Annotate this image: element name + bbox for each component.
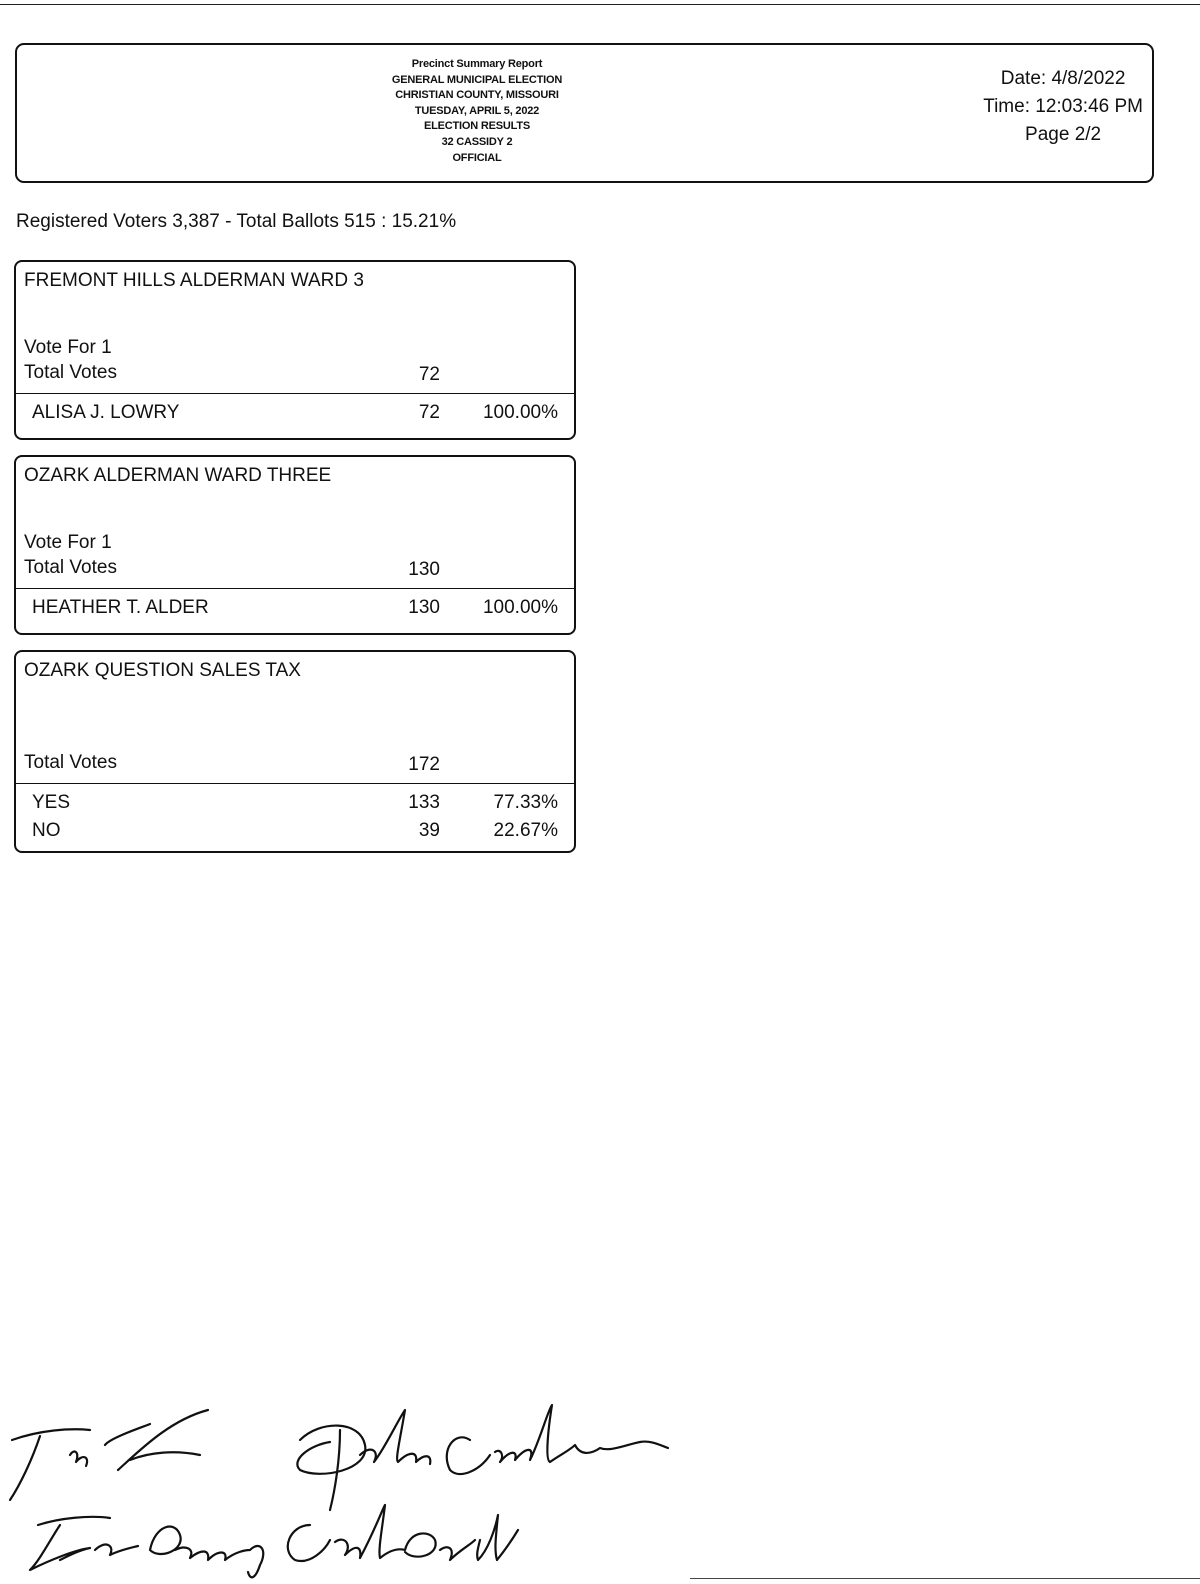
candidate-row bbox=[16, 597, 574, 625]
signature-stroke bbox=[360, 1410, 430, 1464]
report-header-center bbox=[347, 57, 607, 166]
official-status: OFFICIAL bbox=[452, 151, 502, 164]
county-name: CHRISTIAN COUNTY, MISSOURI bbox=[395, 89, 559, 102]
signature-stroke bbox=[95, 1545, 138, 1555]
race-divider bbox=[16, 783, 574, 784]
choice-percent: 22.67% bbox=[493, 820, 558, 841]
bottom-rule bbox=[690, 1578, 1200, 1579]
candidate-percent: 100.00% bbox=[482, 597, 558, 618]
registered-voters-summary: Registered Voters 3,387 - Total Ballots 515 : 15.21% bbox=[16, 211, 457, 232]
candidate-row bbox=[16, 402, 574, 430]
race-title: FREMONT HILLS ALDERMAN WARD 3 bbox=[24, 270, 364, 291]
report-header bbox=[15, 43, 1154, 183]
vote-for: Vote For 1 bbox=[24, 532, 112, 553]
race-box-ozark-ward-three bbox=[14, 455, 576, 635]
total-votes-label: Total Votes bbox=[24, 752, 117, 773]
race-box-ozark-sales-tax bbox=[14, 650, 576, 853]
election-date: TUESDAY, APRIL 5, 2022 bbox=[414, 104, 540, 117]
signature-stroke bbox=[70, 1451, 87, 1466]
race-title: OZARK ALDERMAN WARD THREE bbox=[24, 465, 332, 486]
signatures-handwritten bbox=[0, 1400, 700, 1580]
race-box-fremont-hills-ward-3 bbox=[14, 260, 576, 440]
report-date: Date: 4/8/2022 bbox=[1000, 68, 1126, 89]
choice-name: NO bbox=[32, 820, 61, 841]
signature-stroke bbox=[30, 1517, 110, 1570]
page-number: Page 2/2 bbox=[1025, 124, 1102, 145]
report-time: Time: 12:03:46 PM bbox=[983, 96, 1143, 117]
signature-stroke bbox=[447, 1405, 668, 1474]
candidate-votes: 130 bbox=[408, 597, 440, 618]
top-rule bbox=[0, 4, 1200, 5]
choice-votes: 39 bbox=[418, 820, 440, 841]
choice-percent: 77.33% bbox=[493, 792, 558, 813]
signature-stroke bbox=[150, 1527, 263, 1578]
election-name: GENERAL MUNICIPAL ELECTION bbox=[391, 73, 563, 86]
candidate-votes: 72 bbox=[418, 402, 440, 423]
candidate-percent: 100.00% bbox=[482, 402, 558, 423]
choice-row-no bbox=[16, 820, 574, 848]
choice-name: YES bbox=[32, 792, 71, 813]
race-title: OZARK QUESTION SALES TAX bbox=[24, 660, 301, 681]
candidate-name: ALISA J. LOWRY bbox=[32, 402, 180, 423]
total-votes-label: Total Votes bbox=[24, 362, 117, 383]
signature-stroke bbox=[297, 1426, 365, 1510]
total-votes-value: 72 bbox=[418, 364, 440, 385]
precinct-name: 32 CASSIDY 2 bbox=[441, 135, 513, 148]
report-meta bbox=[983, 65, 1143, 149]
signature-stroke bbox=[105, 1410, 208, 1470]
total-votes-value: 172 bbox=[408, 754, 440, 775]
signature-stroke bbox=[10, 1429, 90, 1500]
total-votes-label: Total Votes bbox=[24, 557, 117, 578]
signature-stroke bbox=[288, 1505, 518, 1561]
choice-votes: 133 bbox=[408, 792, 440, 813]
report-title: Precinct Summary Report bbox=[411, 58, 543, 70]
vote-for: Vote For 1 bbox=[24, 337, 112, 358]
race-divider bbox=[16, 393, 574, 394]
choice-row-yes bbox=[16, 792, 574, 820]
race-divider bbox=[16, 588, 574, 589]
candidate-name: HEATHER T. ALDER bbox=[32, 597, 209, 618]
results-label: ELECTION RESULTS bbox=[424, 120, 530, 133]
total-votes-value: 130 bbox=[408, 559, 440, 580]
